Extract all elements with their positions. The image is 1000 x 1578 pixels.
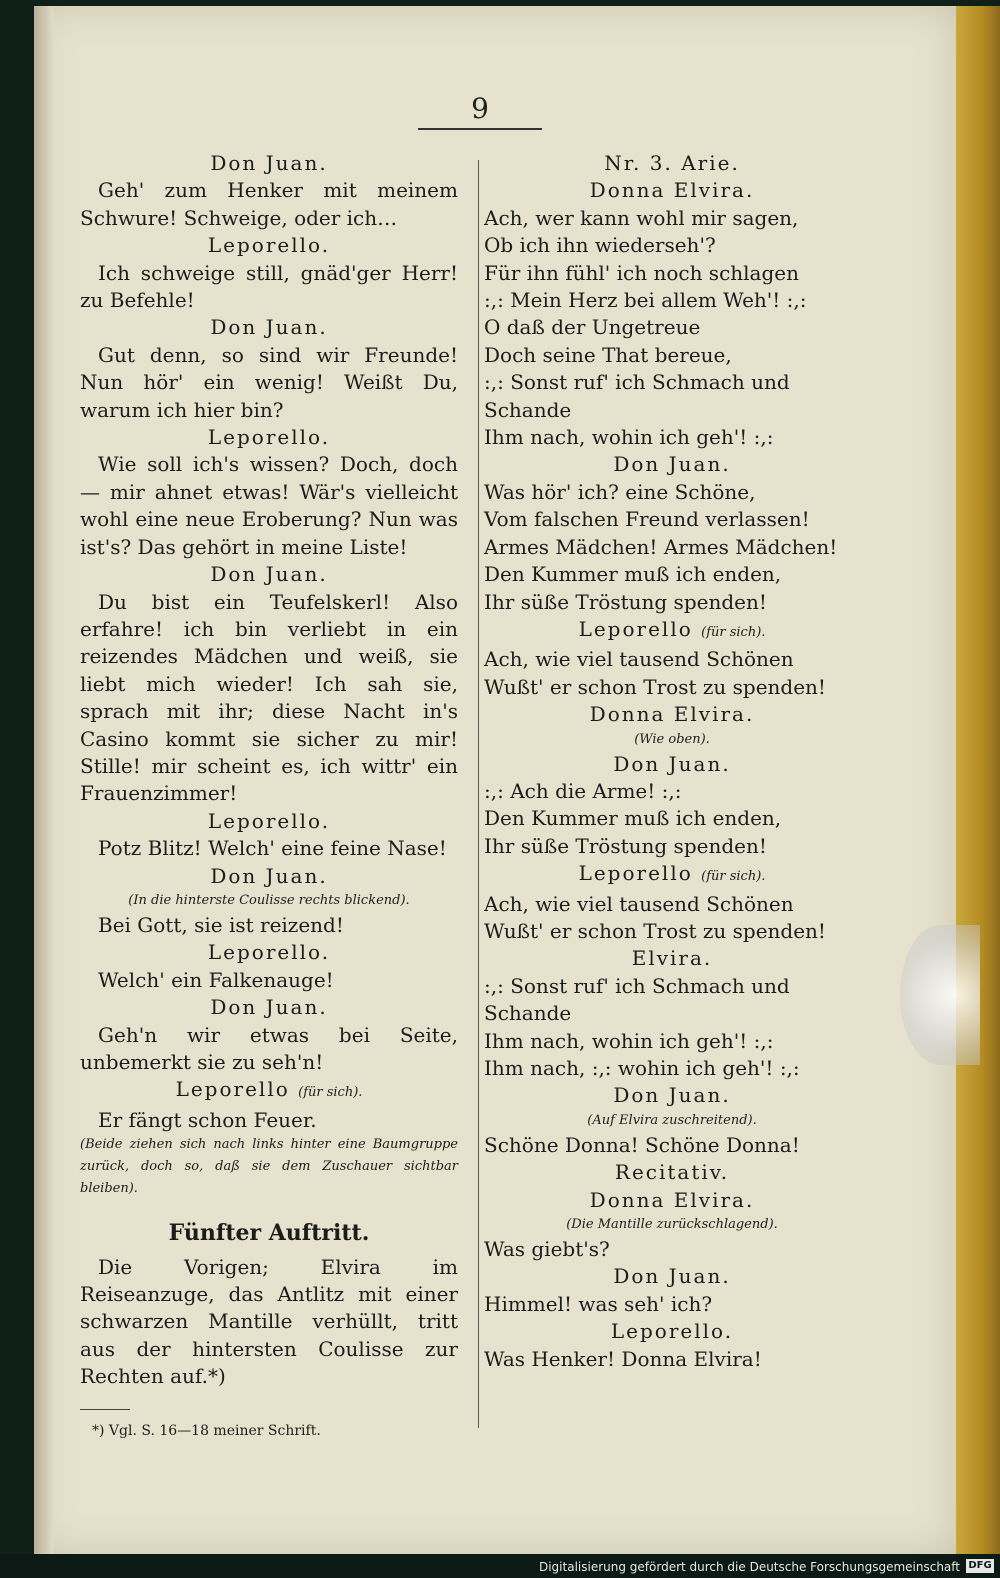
stage-direction: (für sich). [701,869,766,885]
speaker-name: Leporello. [610,1319,734,1344]
dialogue-text: Du bist ein Teufelskerl! Also erfahre! ich bin verliebt in ein reizendes Mädchen und weiß, sie liebt mich wieder! Ich sah sie, sprach mit ihr; diese Nacht in's Casino kommt sie sicher zu mir! Stille! mir scheint es, ich wittr' ein Frauenzimmer! [80,589,458,806]
verse-line: Himmel! was seh' ich? [484,1291,713,1316]
verse-line: Doch seine That bereue, [484,342,732,367]
verse-line: Ihr süße Tröstung spenden! [484,589,767,614]
left-column-body [80,150,458,1391]
page-gutter [34,6,54,1554]
dfg-credit: Digitalisierung gefördert durch die Deutsche Forschungsgemeinschaft [538,1560,960,1574]
verse-line: Armes Mädchen! Armes Mädchen! [484,534,838,559]
verse-line: O daß der Ungetreue [484,315,701,340]
speaker-name: Leporello. [207,425,331,450]
stage-direction: (Auf Elvira zuschreitend). [587,1112,757,1128]
verse-line: Was hör' ich? eine Schöne, [484,479,756,504]
verse-line: Vom falschen Freund verlassen! [484,507,810,532]
footnote: *) Vgl. S. 16—18 meiner Schrift. [92,1422,321,1439]
speaker-name: Don Juan. [613,452,731,477]
speaker-name: Don Juan. [210,315,328,340]
verse-line: Für ihn fühl' ich noch schlagen [484,260,799,285]
verse-line: Wußt' er schon Trost zu spenden! [484,918,826,943]
speaker-name: Don Juan. [210,151,328,175]
left-column [80,150,458,1445]
speaker-name: Don Juan. [210,863,328,888]
dialogue-text: Die Vorigen; Elvira im Reiseanzuge, das Antlitz mit einer schwarzen Mantille verhüllt, tritt aus der hintersten Coulisse zur Rechten auf.*) [80,1254,458,1389]
verse-line: :,: Mein Herz bei allem Weh'! :,: [484,288,807,313]
dialogue-text: Wie soll ich's wissen? Doch, doch — mir ahnet etwas! Wär's vielleicht wohl eine neue Eroberung? Nun was ist's? Das gehört in meine Liste! [80,452,458,559]
verse-line: Was giebt's? [484,1237,610,1262]
verse-line: Ihm nach, :,: wohin ich geh'! :,: [484,1056,800,1080]
scanner-clip [900,925,980,1065]
column-divider [478,160,479,1428]
verse-line: Schöne Donna! Schöne Donna! [484,1132,800,1157]
stage-direction: (für sich). [701,624,766,640]
speaker-name: Recitativ. [614,1160,730,1185]
speaker-name: Donna Elvira. [589,702,755,727]
speaker-name [484,860,860,890]
right-column [484,150,860,1373]
verse-line: Ach, wer kann wohl mir sagen, [484,205,799,230]
speaker-name: Donna Elvira. [589,1187,755,1212]
speaker-name: Don Juan. [613,1264,731,1289]
dialogue-text: Welch' ein Falkenauge! [98,967,334,992]
verse-line: :,: Ach die Arme! :,: [484,778,682,803]
speaker-name: Leporello. [207,940,331,965]
speaker-label: Leporello [578,616,693,641]
speaker-name: Don Juan. [210,995,328,1020]
footnote-rule [80,1409,130,1410]
speaker-name [484,616,860,646]
dfg-logo: DFG [966,1559,994,1573]
speaker-name [80,1076,458,1106]
page-number: 9 [471,92,489,125]
speaker-name: Nr. 3. Arie. [604,151,740,175]
stage-direction: (für sich). [298,1085,363,1101]
dialogue-text: Er fängt schon Feuer. [98,1107,317,1132]
stage-direction: (Wie oben). [634,731,710,747]
verse-line: Ihm nach, wohin ich geh'! :,: [484,425,774,450]
scene-heading: Fünfter Auftritt. [168,1220,370,1247]
verse-line: Den Kummer muß ich enden, [484,562,782,587]
page-edge [956,6,1000,1554]
dialogue-text: Geh'n wir etwas bei Seite, unbemerkt sie zu seh'n! [80,1022,458,1074]
stage-direction: (Beide ziehen sich nach links hinter eine Baumgruppe zurück, doch so, daß sie dem Zuschauer sichtbar bleiben). [80,1137,458,1197]
speaker-label: Leporello [175,1077,290,1102]
right-column-body [484,150,860,1373]
stage-direction: (Die Mantille zurückschlagend). [566,1217,778,1233]
header-rule [418,128,542,130]
verse-line: Was Henker! Donna Elvira! [484,1346,762,1371]
dialogue-text: Potz Blitz! Welch' eine feine Nase! [98,836,447,861]
speaker-name: Leporello. [207,233,331,258]
verse-line: Den Kummer muß ich enden, [484,806,782,831]
dialogue-text: Gut denn, so sind wir Freunde! Nun hör' ein wenig! Weißt Du, warum ich hier bin? [80,342,458,422]
verse-line: Ach, wie viel tausend Schönen [484,891,794,916]
verse-line: Ihm nach, wohin ich geh'! :,: [484,1028,774,1053]
speaker-name: Donna Elvira. [589,178,755,203]
speaker-name: Elvira. [631,946,713,971]
dialogue-text: Geh' zum Henker mit meinem Schwure! Schweige, oder ich… [80,178,458,230]
verse-line: Ihr süße Tröstung spenden! [484,833,767,858]
verse-line: :,: Sonst ruf' ich Schmach und Schande [484,973,790,1026]
dialogue-text: Ich schweige still, gnäd'ger Herr! zu Befehle! [80,260,458,313]
speaker-name: Don Juan. [613,1083,731,1108]
verse-line: :,: Sonst ruf' ich Schmach und Schande [484,370,790,422]
verse-line: Ach, wie viel tausend Schönen [484,647,794,672]
stage-direction: (In die hinterste Coulisse rechts blickend). [128,892,410,908]
speaker-name: Don Juan. [613,751,731,776]
speaker-label: Leporello [578,861,693,886]
dialogue-text: Bei Gott, sie ist reizend! [98,912,344,937]
verse-line: Wußt' er schon Trost zu spenden! [484,674,826,699]
speaker-name: Leporello. [207,808,331,833]
speaker-name: Don Juan. [210,562,328,587]
verse-line: Ob ich ihn wiederseh'? [484,233,716,258]
